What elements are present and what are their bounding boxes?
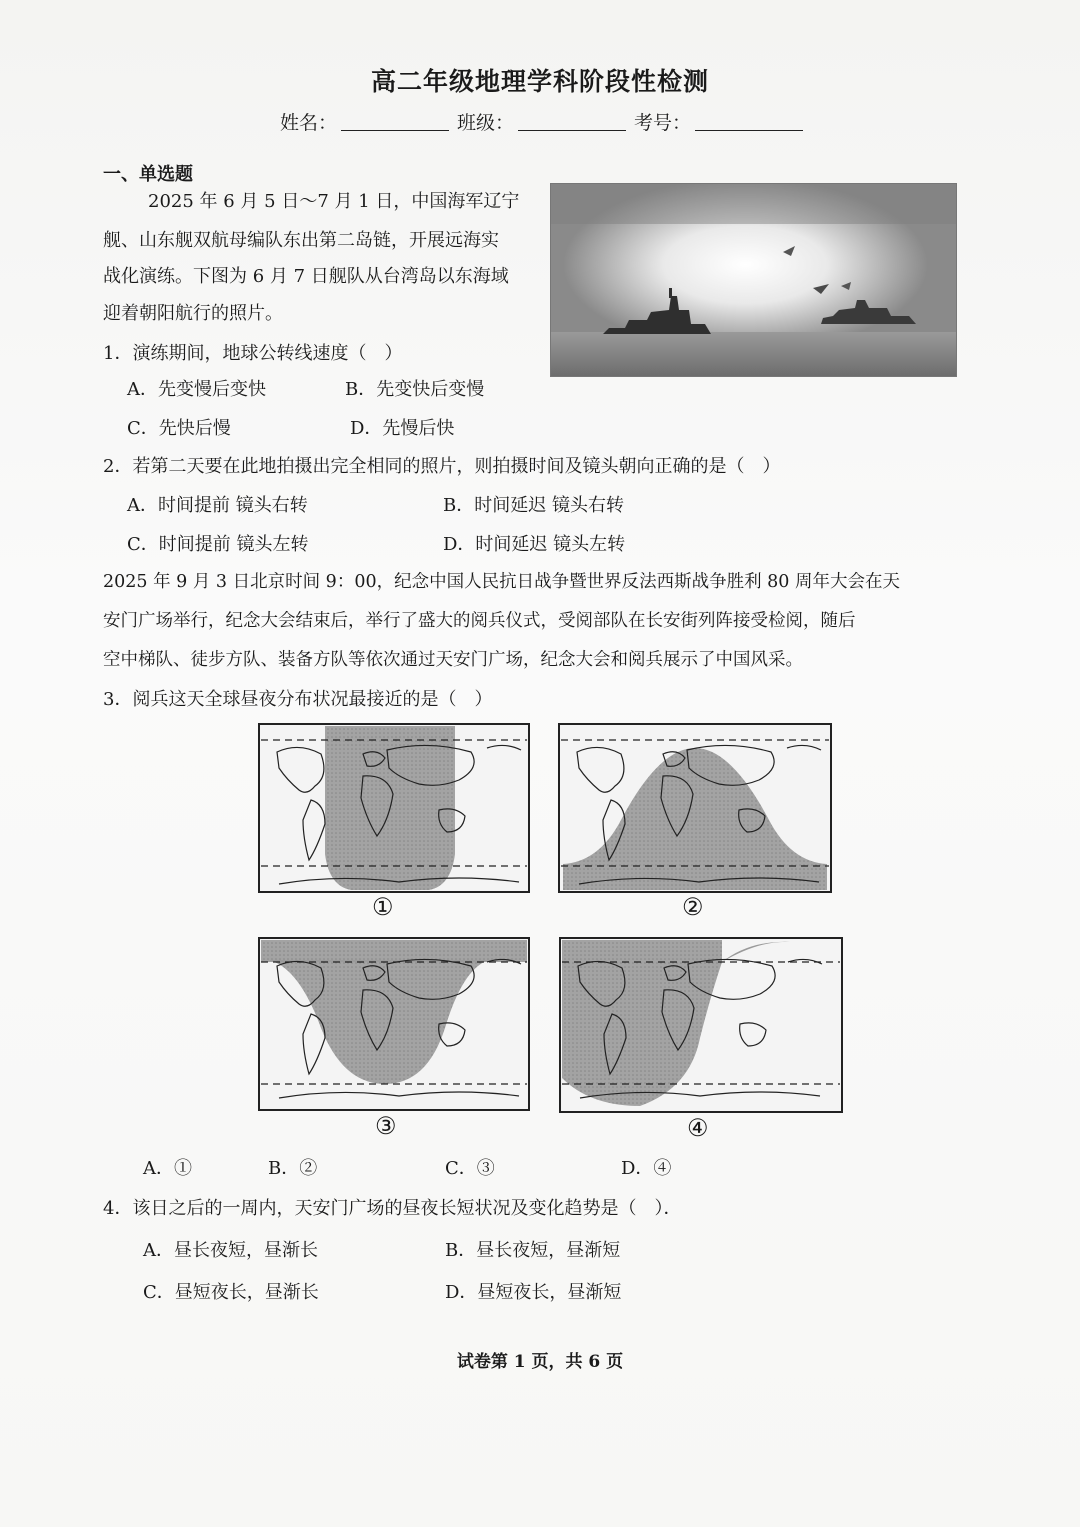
map-2 (559, 724, 831, 892)
q3-option-c[interactable]: C．③ (445, 1158, 495, 1179)
q4-option-d[interactable]: D．昼短夜长，昼渐短 (445, 1282, 622, 1303)
q1-option-c[interactable]: C．先快后慢 (127, 418, 231, 439)
q2-option-d[interactable]: D．时间延迟 镜头左转 (443, 534, 626, 555)
map-4 (560, 938, 842, 1112)
q1-option-a[interactable]: A．先变慢后变快 (127, 379, 266, 400)
number-label: 考号： (634, 112, 692, 134)
passage2-line: 2025 年 9 月 3 日北京时间 9：00，纪念中国人民抗日战争暨世界反法西斯战争胜利 80 周年大会在天 (103, 572, 900, 592)
page-footer: 试卷第 1 页，共 6 页 (456, 1352, 624, 1372)
passage2-line: 安门广场举行，纪念大会结束后，举行了盛大的阅兵仪式，受阅部队在长安街列阵接受检阅，随后 (103, 611, 856, 631)
q3-option-a[interactable]: A．① (143, 1158, 192, 1179)
map-3 (259, 938, 529, 1110)
q2-option-c[interactable]: C．时间提前 镜头左转 (127, 534, 309, 555)
q4-option-a[interactable]: A．昼长夜短，昼渐长 (143, 1240, 318, 1261)
exam-title: 高二年级地理学科阶段性检测 (370, 67, 709, 96)
passage2-line: 空中梯队、徒步方队、装备方队等依次通过天安门广场，纪念大会和阅兵展示了中国风采。 (103, 650, 803, 670)
q1-option-d[interactable]: D．先慢后快 (350, 418, 455, 439)
passage1-line: 2025 年 6 月 5 日～7 月 1 日，中国海军辽宁 (148, 191, 520, 212)
passage1-line: 舰、山东舰双航母编队东出第二岛链，开展远海实 (103, 230, 499, 251)
q3-stem: 3．阅兵这天全球昼夜分布状况最接近的是（ ） (103, 689, 493, 710)
passage1-line: 战化演练。下图为 6 月 7 日舰队从台湾岛以东海域 (103, 266, 509, 287)
q4-option-b[interactable]: B．昼长夜短，昼渐短 (445, 1240, 621, 1261)
q1-stem: 1．演练期间，地球公转线速度（ ） (103, 343, 403, 364)
q4-stem: 4．该日之后的一周内，天安门广场的昼夜长短状况及变化趋势是（ ）． (103, 1198, 682, 1219)
q2-option-b[interactable]: B．时间延迟 镜头右转 (443, 495, 624, 516)
map-3-label: ③ (375, 1112, 397, 1140)
q2-stem: 2．若第二天要在此地拍摄出完全相同的照片，则拍摄时间及镜头朝向正确的是（ ） (103, 456, 781, 477)
map-2-label: ② (682, 893, 704, 921)
map-1-label: ① (372, 893, 394, 921)
q1-option-b[interactable]: B．先变快后变慢 (345, 379, 485, 400)
q2-option-a[interactable]: A．时间提前 镜头右转 (127, 495, 308, 516)
name-label: 姓名： (280, 112, 338, 134)
map-1 (259, 724, 529, 892)
q4-option-c[interactable]: C．昼短夜长，昼渐长 (143, 1282, 319, 1303)
q3-option-b[interactable]: B．② (268, 1158, 318, 1179)
map-4-label: ④ (687, 1114, 709, 1142)
q3-option-d[interactable]: D．④ (621, 1158, 672, 1179)
passage1-line: 迎着朝阳航行的照片。 (103, 303, 283, 324)
section-title: 一、单选题 (103, 164, 193, 185)
class-label: 班级： (457, 112, 515, 134)
